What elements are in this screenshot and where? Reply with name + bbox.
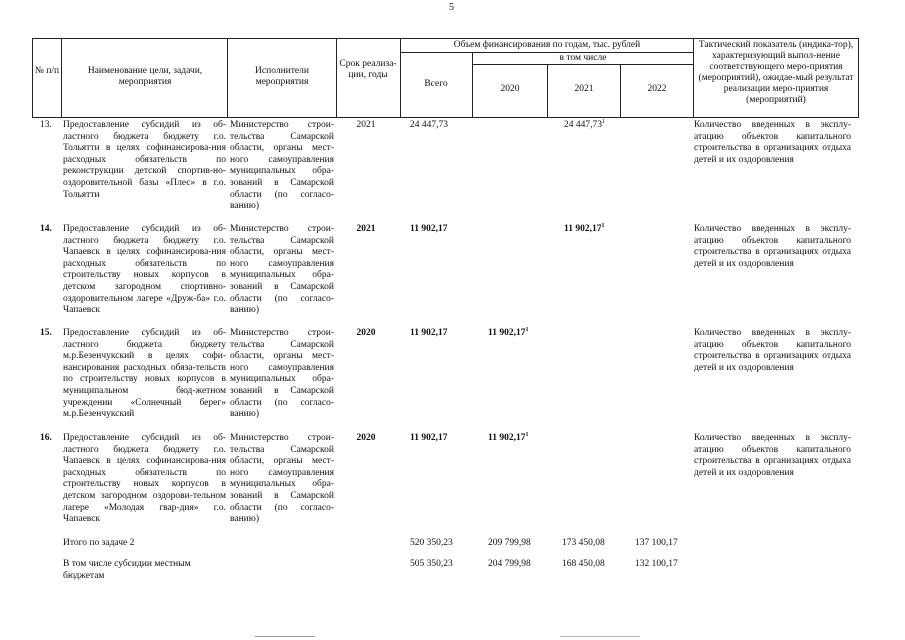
subsidies-2021: 168 450,08 [562,559,605,569]
row-total: 11 902,17 [410,433,448,443]
row-indicator: Количество введенных в эксплу-атацию объектов капитального строительства в организациях отдыха детей и их оздоровления [694,120,851,165]
row-2021: 11 902,17 [564,224,602,234]
row-name: Предоставление субсидий из об-ластного бюджета бюджету м.р.Безенчукский в целях софи-нансирования расходных обяза-тельств по строительству новых корпусов в муниципальном бюд-жетном учреждении «Солнечный берег» м.р.Безенчукский [63,328,226,420]
subsidies-2020: 204 799,98 [488,559,531,569]
row-indicator: Количество введенных в эксплу-атацию объектов капитального строительства в организациях отдыха детей и их оздоровления [694,224,851,269]
scan-mark [560,636,640,637]
row-number: 13. [40,120,52,130]
header-2021: 2021 [574,84,594,94]
subsidies-label: В том числе субсидии местным бюджетам [63,559,191,581]
header-total: Всего [424,79,448,89]
header-2020: 2020 [500,84,520,94]
header-name: Наименование цели, задачи, мероприятия [87,66,203,87]
row-indicator: Количество введенных в эксплу-атацию объектов капитального строительства в организациях отдыха детей и их оздоровления [694,328,851,373]
scan-mark [255,636,315,637]
footnote-mark: 1 [525,326,529,333]
row-executors: Министерство строи-тельства Самарской области, органы мест-ного самоуправления муниципальных обра-зований в Самарской области (по согласо-ванию) [230,433,334,525]
row-term: 2020 [356,433,376,443]
header-no: № п/п [34,66,60,76]
row-executors: Министерство строи-тельства Самарской области, органы мест-ного самоуправления муниципальных обра-зований в Самарской области (по согласо-ванию) [230,224,334,316]
row-number: 16. [40,433,52,443]
totals-2022: 137 100,17 [635,538,678,548]
row-indicator: Количество введенных в эксплу-атацию объектов капитального строительства в организациях отдыха детей и их оздоровления [694,433,851,478]
header-indicator: Тактический показатель (индика-тор), характеризующий выпол-нение соответствующего меро-приятия (мероприятий), ожидае-мый результат реализации меро-приятия (мероприятий) [698,40,854,105]
subsidies-2022: 132 100,17 [635,559,678,569]
row-executors: Министерство строи-тельства Самарской области, органы мест-ного самоуправления муниципальных обра-зований в Самарской области (по согласо-ванию) [230,120,334,212]
header-2022: 2022 [647,84,667,94]
row-term: 2021 [356,120,376,130]
row-name: Предоставление субсидий из об-ластного бюджета бюджету г.о. Тольятти в целях софинансирова-ния расходных обязательств по реконструкции детской спортив-но-оздоровительной базы «Плес» в г.о. Тольятти [63,120,226,200]
row-term: 2020 [356,328,376,338]
footnote-mark: 1 [525,431,529,438]
row-2020: 11 902,17 [488,433,526,443]
header-funding: Объем финансирования по годам, тыс. рублей [453,40,641,50]
subsidies-total: 505 350,23 [410,559,453,569]
row-total: 11 902,17 [410,328,448,338]
row-name: Предоставление субсидий из об-ластного бюджета бюджету г.о. Чапаевск в целях софинансирова-ния расходных обязательств по строительству новых корпусов в детском загородном спортивно-оздоровительном лагере «Друж-ба» г.о. Чапаевск [63,224,226,316]
footnote-mark: 1 [601,222,605,229]
row-2020: 11 902,17 [488,328,526,338]
row-total: 11 902,17 [410,224,448,234]
row-executors: Министерство строи-тельства Самарской области, органы мест-ного самоуправления муниципальных обра-зований в Самарской области (по согласо-ванию) [230,328,334,420]
row-total: 24 447,73 [410,120,448,130]
row-term: 2021 [356,224,376,234]
row-2021: 24 447,73 [564,120,602,130]
row-number: 15. [40,328,52,338]
row-number: 14. [40,224,52,234]
page-number: 5 [449,2,454,13]
header-term: Срок реализа-ции, годы [339,59,397,80]
header-executors: Исполнители мероприятия [255,66,309,87]
totals-2021: 173 450,08 [562,538,605,548]
totals-label: Итого по задаче 2 [63,538,135,548]
header-including: в том числе [559,53,607,63]
footnote-mark: 1 [602,118,605,125]
table-header [32,38,859,118]
totals-2020: 209 799,98 [488,538,531,548]
totals-total: 520 350,23 [410,538,453,548]
row-name: Предоставление субсидий из об-ластного бюджета бюджету г.о. Чапаевск в целях софинансирова-ния расходных обязательств по строительству новых корпусов в детском загородном оздорови-тельном лагере «Молодая гвар-дия» г.о. Чапаевск [63,433,226,525]
